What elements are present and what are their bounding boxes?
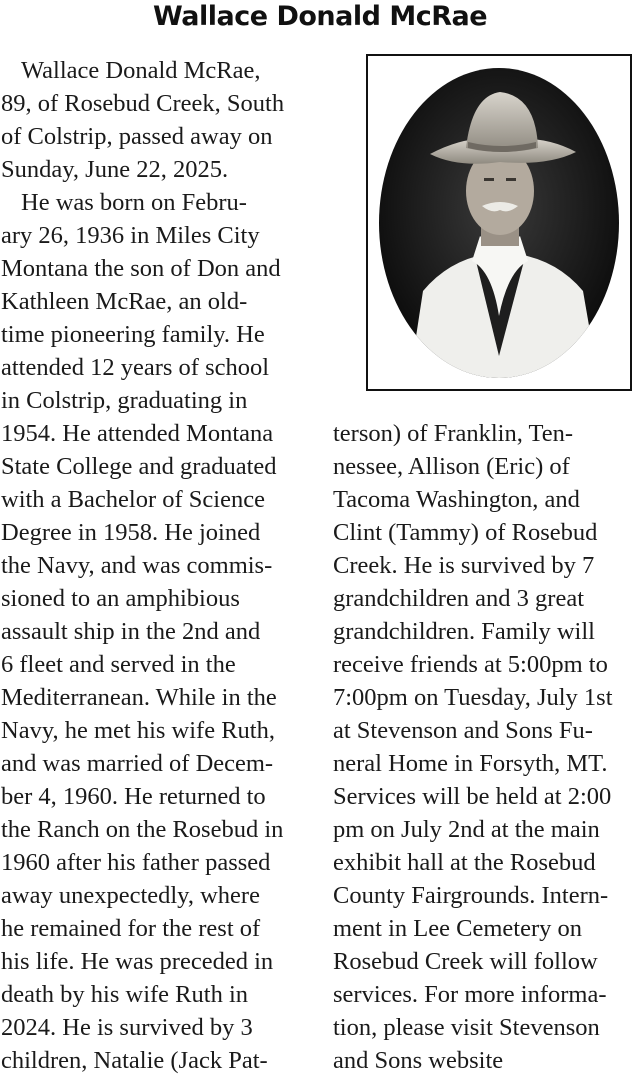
obituary-text-line: away unexpectedly, where: [1, 882, 260, 909]
obituary-text-line: Clint (Tammy) of Rosebud: [333, 519, 598, 546]
obituary-text-line: 1954. He attended Montana: [1, 420, 274, 447]
obituary-text-line: the Navy, and was commis-: [1, 552, 273, 579]
obituary-text-line: 2024. He is survived by 3: [1, 1014, 253, 1041]
obituary-text-line: services. For more informa-: [333, 981, 607, 1008]
obituary-text-line: tion, please visit Stevenson: [333, 1014, 600, 1041]
obituary-text-line: and was married of Decem-: [1, 750, 274, 777]
obituary-text-line: time pioneering family. He: [1, 321, 265, 348]
obituary-text-line: Degree in 1958. He joined: [1, 519, 261, 546]
obituary-text-line: ber 4, 1960. He returned to: [1, 783, 266, 810]
obituary-text-line: Services will be held at 2:00: [333, 783, 612, 810]
obituary-text-line: death by his wife Ruth in: [1, 981, 249, 1008]
obituary-text-line: Rosebud Creek will follow: [333, 948, 598, 975]
obituary-text-line: grandchildren and 3 great: [333, 585, 585, 612]
obituary-text-line: receive friends at 5:00pm to: [333, 651, 608, 678]
obituary-text-line: the Ranch on the Rosebud in: [1, 816, 284, 843]
obituary-text-line: children, Natalie (Jack Pat-: [1, 1047, 268, 1074]
obituary-text-line: ary 26, 1936 in Miles City: [1, 222, 260, 249]
portrait-image: [368, 56, 630, 389]
obituary-text-line: his life. He was preceded in: [1, 948, 274, 975]
obituary-text-line: terson) of Franklin, Ten-: [333, 420, 574, 447]
obituary-text-line: attended 12 years of school: [1, 354, 270, 381]
obituary-text-line: Montana the son of Don and: [1, 255, 281, 282]
obituary-text-line: of Colstrip, passed away on: [1, 123, 273, 150]
obituary-text-line: He was born on Febru-: [21, 189, 247, 216]
obituary-text-line: grandchildren. Family will: [333, 618, 595, 645]
obituary-text-line: and Sons website: [333, 1047, 504, 1074]
obituary-text-line: County Fairgrounds. Intern-: [333, 882, 609, 909]
obituary-text-line: 1960 after his father passed: [1, 849, 271, 876]
obituary-text-line: at Stevenson and Sons Fu-: [333, 717, 593, 744]
obituary-text-line: Creek. He is survived by 7: [333, 552, 595, 579]
obituary-title: Wallace Donald McRae: [152, 1, 488, 32]
obituary-text-line: 6 fleet and served in the: [1, 651, 236, 678]
obituary-text-line: sioned to an amphibious: [1, 585, 240, 612]
obituary-text-line: in Colstrip, graduating in: [1, 387, 248, 414]
obituary-text-line: Tacoma Washington, and: [333, 486, 580, 513]
obituary-text-line: Sunday, June 22, 2025.: [1, 156, 229, 183]
obituary-text-line: Wallace Donald McRae,: [21, 57, 261, 84]
obituary-text-line: ment in Lee Cemetery on: [333, 915, 582, 942]
obituary-text-line: 7:00pm on Tuesday, July 1st: [333, 684, 613, 711]
obituary-text-line: nessee, Allison (Eric) of: [333, 453, 570, 480]
obituary-text-line: he remained for the rest of: [1, 915, 261, 942]
obituary-text-line: Navy, he met his wife Ruth,: [1, 717, 275, 744]
obituary-text-line: with a Bachelor of Science: [1, 486, 265, 513]
obituary-text-line: assault ship in the 2nd and: [1, 618, 261, 645]
portrait-photo: [366, 54, 632, 391]
obituary-text-line: 89, of Rosebud Creek, South: [1, 90, 285, 117]
obituary-text-line: neral Home in Forsyth, MT.: [333, 750, 608, 777]
obituary-text-line: exhibit hall at the Rosebud: [333, 849, 596, 876]
obituary-text-line: State College and graduated: [1, 453, 277, 480]
obituary-text-line: Mediterranean. While in the: [1, 684, 277, 711]
obituary-text-line: Kathleen McRae, an old-: [1, 288, 248, 315]
obituary-text-line: pm on July 2nd at the main: [333, 816, 600, 843]
